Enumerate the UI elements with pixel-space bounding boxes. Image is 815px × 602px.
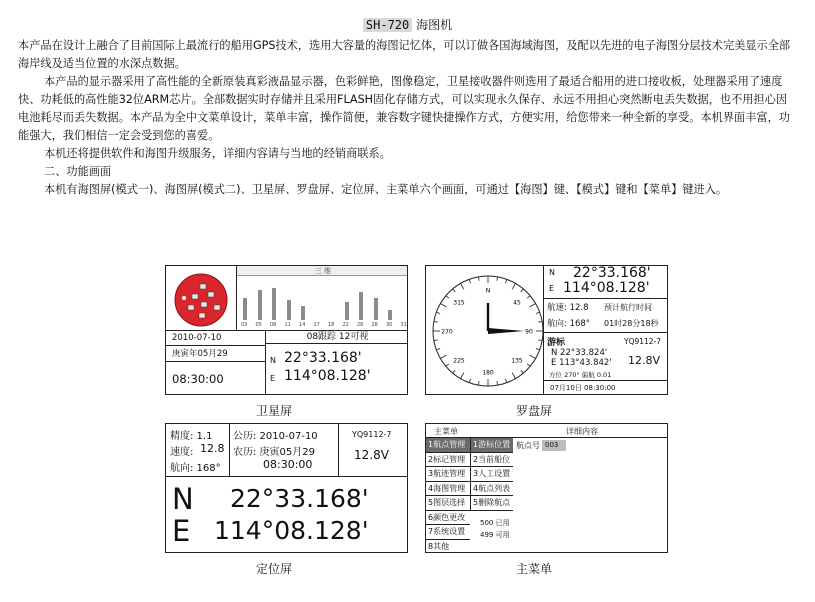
satellite-id-label: 26 [357,322,364,328]
satellite-id-label: 31 [400,322,407,328]
satellite-id-label: 08 [270,322,277,328]
track-status: 08跟踪 12可视 [266,330,408,344]
position-voltage: 12.8V [354,448,389,462]
compass-dial-label: 180 [482,369,494,377]
waypoint-number-label: 航点号 [516,441,540,450]
menu-item[interactable]: 8其他 [426,540,470,554]
compass-dial-label: 135 [511,357,523,365]
compass-e-label: E [549,284,555,293]
waypoint-number-value: 003 [542,440,566,451]
satellite-id-label: 30 [386,322,393,328]
speed-value: 12.8 [200,442,225,455]
satellite-id-label: 22 [342,322,349,328]
date-box [166,330,266,395]
satellite-id-label: 14 [299,322,306,328]
compass-dial-icon [430,268,546,394]
compass-screen-panel [425,265,668,395]
paragraph-screens: 本机有海图屏(模式一)、海图屏(模式二)、卫星屏、罗盘屏、定位屏、主菜单六个画面，可通过【海图】键、【模式】键和【菜单】键进入。 [44,183,728,196]
paragraph-intro: 本产品在设计上融合了目前国际上最流行的船用GPS技术，选用大容量的海图记忆体，可以订做各国海域海图，及配以先进的电子海图分层技术完美显示全部海岸线及适当位置的水深点数据。 [18,39,791,70]
satellite-screen-panel [165,265,408,395]
pos-n-label: N [172,482,194,516]
signal-bar [345,302,349,320]
main-menu-panel [425,423,668,553]
menu-item[interactable]: 1航点管理 [426,438,470,453]
menu-header-left: 主菜单 [434,427,458,436]
signal-bar [301,306,305,320]
compass-dial-label: 270 [441,328,453,336]
position-model: YQ9112-7 [352,430,392,439]
waypoint-model: YQ9112-7 [624,337,662,346]
position-time: 08:30:00 [263,458,313,471]
menu-sub-item[interactable]: 5删除航点 [470,496,513,511]
signal-bar-chart [237,276,408,330]
pos-longitude: 114°08.128' [214,516,369,545]
compass-heading: 航向: 168° [547,319,591,329]
waypoint-label: 游标 [547,338,566,348]
signal-bar [287,300,291,320]
satellite-id-label: 05 [255,322,262,328]
title-suffix: 海图机 [412,18,453,32]
bearing-info: 方位 270° 偏航 0.01 [549,371,612,379]
model-name: SH-720 [363,18,412,32]
pos-e-label: E [172,514,191,548]
pos-latitude: 22°33.168' [230,484,369,513]
document-title [0,16,815,33]
waypoint-lat: N 22°33.824' [551,348,608,358]
speed-label: 速度: [170,447,194,458]
menu-header-right: 详细内容 [566,427,598,436]
menu-sub-item[interactable]: 4航点列表 [470,482,513,497]
date-value: 2010-07-10 [166,330,266,346]
eta-value: 01时28分18秒 [604,319,659,328]
caption-compass: 罗盘屏 [516,404,553,418]
e-label: E [270,374,276,383]
fix-mode-header: 三 维 [237,266,408,276]
signal-bar [359,292,363,320]
compass-dial-label: 45 [513,299,521,307]
accuracy: 精度: 1.1 [170,431,213,442]
lunar-date: 庚寅年05月29 [166,346,266,362]
caption-satellite: 卫星屏 [256,404,293,418]
signal-bar [374,298,378,320]
n-label: N [270,356,276,365]
menu-sub-item[interactable]: 3人工设置 [470,467,513,482]
signal-bar [388,310,392,320]
position-screen-panel [165,423,408,553]
time-value: 08:30:00 [172,372,224,386]
compass-dial-label: 90 [525,328,533,336]
sky-plot-icon [170,272,232,328]
caption-menu: 主菜单 [516,562,553,576]
satellite-id-label: 03 [241,322,248,328]
menu-item[interactable]: 2标记管理 [426,453,470,468]
menu-item[interactable]: 6颜色更改 [426,511,470,526]
satellite-id-label: 18 [328,322,335,328]
compass-voltage: 12.8V [628,354,661,367]
compass-longitude: 114°08.128' [563,280,650,296]
compass-dial-label: 225 [453,357,465,365]
position-heading: 航向: 168° [170,463,221,474]
paragraph-service: 本机还将提供软件和海图升级服务，详细内容请与当地的经销商联系。 [44,147,391,160]
satellite-id-label: 11 [284,322,291,328]
latitude: 22°33.168' [284,350,362,366]
menu-item[interactable]: 5图层选择 [426,496,470,511]
signal-bar [258,290,262,320]
caption-position: 定位屏 [256,562,293,576]
gregorian-date: 公历: 2010-07-10 [233,431,318,442]
compass-dial-label: N [485,287,491,295]
available-count: 499 可用 [480,531,510,539]
signal-bar [243,298,247,320]
paragraph-display: 本产品的显示器采用了高性能的全新原装真彩液晶显示器，色彩鲜艳，图像稳定，卫星接收器件则选用了最适合船用的进口接收板，处理器采用了速度快、功耗低的高性能32位ARM芯片。全部数据实时存储并且采用FLASH固化存储方式，可以实现永久保存、永远不用担心突然断电丢失数据，也不用担心因电池耗尽而丢失数据。本产品为全中文菜单设计，菜单丰富，操作简便，兼容数字键快捷操作方式，方便实用，给您带来一种全新的享受。本机界面丰富，功能强大，我们相信一定会受到您的喜爱。 [18,75,790,142]
compass-n-label: N [549,268,555,277]
menu-item[interactable]: 7系统设置 [426,525,470,540]
longitude: 114°08.128' [284,368,371,384]
compass-dial-label: 315 [453,299,465,307]
menu-item[interactable]: 3航迹管理 [426,467,470,482]
signal-bar [272,288,276,320]
compass-latitude: 22°33.168' [573,265,651,281]
section-heading-functions: 二、功能画面 [44,165,112,178]
compass-footer-datetime: 07月10日 08:30:00 [550,384,616,392]
lunar-date-pos: 农历: 庚寅05月29 [233,447,315,458]
menu-item[interactable]: 4海图管理 [426,482,470,497]
compass-speed: 航速: 12.8 [547,303,589,313]
eta-label: 预计航行时间 [604,303,652,312]
waypoint-lon: E 113°43.842' [551,358,612,368]
satellite-id-label: 17 [313,322,320,328]
satellite-id-label: 28 [371,322,378,328]
menu-sub-item[interactable]: 1游标位置 [470,438,513,453]
used-count: 500 已用 [480,519,510,527]
menu-sub-item[interactable]: 2当前船位 [470,453,513,468]
